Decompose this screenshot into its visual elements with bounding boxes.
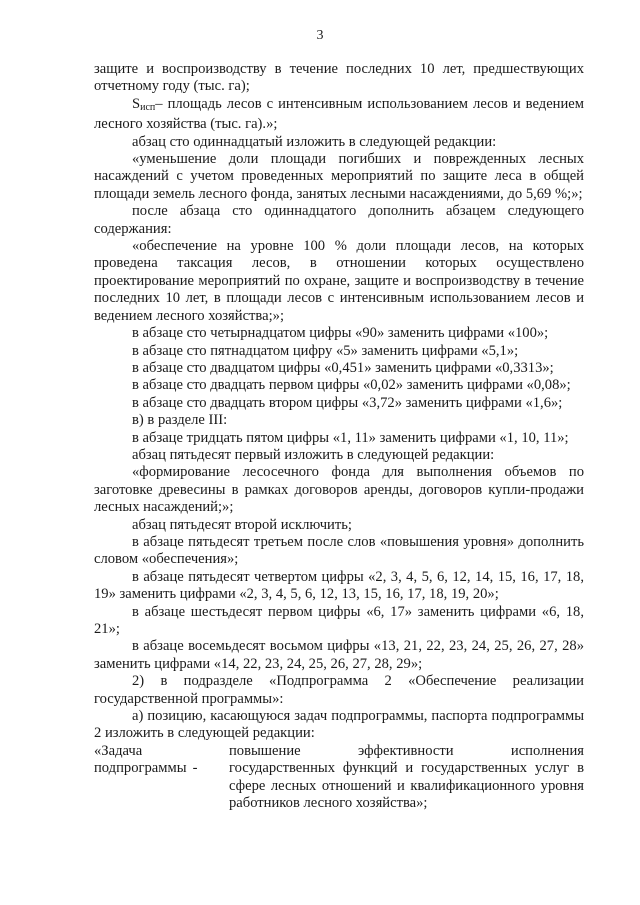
paragraph: в абзаце шестьдесят первом цифры «6, 17» заменить цифрами «6, 18, 21»; — [94, 603, 584, 637]
task-dash: - — [192, 760, 198, 777]
paragraph: «уменьшение доли площади погибших и поврежденных лесных насаждений с учетом проведенных мероприятий по защите леса в общей площади земель лесного фонда, занятых лесными насаждениями, до 5,69 %;»; — [94, 151, 584, 202]
document-body — [94, 61, 584, 812]
paragraph: абзац пятьдесят первый изложить в следующей редакции: — [132, 446, 495, 463]
paragraph: в) в разделе III: — [132, 412, 228, 429]
paragraph: 2) в подразделе «Подпрограмма 2 «Обеспечение реализации государственной программы»: — [94, 673, 584, 707]
paragraph: абзац пятьдесят второй исключить; — [132, 516, 352, 533]
paragraph: после абзаца сто одиннадцатого дополнить абзацем следующего содержания: — [94, 203, 584, 237]
paragraph: защите и воспроизводству в течение последних 10 лет, предшествующих отчетному году (тыс. га); — [94, 61, 584, 95]
paragraph: а) позицию, касающуюся задач подпрограммы, паспорта подпрограммы 2 изложить в следующей редакции: — [94, 708, 584, 742]
paragraph: в абзаце сто четырнадцатом цифры «90» заменить цифрами «100»; — [132, 325, 549, 342]
task-label-cell — [94, 743, 229, 813]
paragraph: в абзаце сто двадцать втором цифры «3,72» заменить цифрами «1,6»; — [132, 394, 563, 411]
paragraph-s-definition — [94, 96, 584, 134]
task-label: «Задача подпрограммы — [94, 742, 187, 777]
paragraph: в абзаце сто пятнадцатом цифру «5» заменить цифрами «5,1»; — [132, 342, 519, 359]
paragraph: абзац сто одиннадцатый изложить в следующей редакции: — [132, 133, 497, 150]
paragraph: «формирование лесосечного фонда для выполнения объемов по заготовке древесины в рамках договоров аренды, договоров купли-продажи лесных насаждений;»; — [94, 464, 584, 516]
s-subscript: исп — [140, 101, 156, 113]
paragraph: «обеспечение на уровне 100 % доли площади лесов, на которых проведена таксация лесов, в отношении которых осуществлено проектирование мероприятий по охране, защите и воспроизводству в течение последних 10 лет, в площади лесов с интенсивным использованием лесов и ведением лесного хозяйства;»; — [94, 238, 584, 324]
s-definition-text: – площадь лесов с интенсивным использованием лесов и ведением лесного хозяйства (тыс. га).»; — [94, 95, 584, 133]
paragraph: в абзаце тридцать пятом цифры «1, 11» заменить цифрами «1, 10, 11»; — [132, 429, 569, 446]
s-symbol: S — [132, 95, 141, 112]
task-row — [94, 743, 584, 813]
paragraph: в абзаце пятьдесят третьем после слов «повышения уровня» дополнить словом «обеспечения»; — [94, 533, 584, 568]
paragraph: в абзаце восемьдесят восьмом цифры «13, 21, 22, 23, 24, 25, 26, 27, 28» заменить цифрами «14, 22, 23, 24, 25, 26, 27, 28, 29»; — [94, 638, 584, 672]
paragraph: в абзаце сто двадцать первом цифры «0,02» заменить цифрами «0,08»; — [132, 377, 571, 394]
paragraph: в абзаце пятьдесят четвертом цифры «2, 3, 4, 5, 6, 12, 14, 15, 16, 17, 18, 19» заменить цифрами «2, 3, 4, 5, 6, 12, 13, 15, 16, 17, 18, 19, 20»; — [94, 568, 584, 603]
task-text: повышение эффективности исполнения государственных функций и государственных услуг в сфере лесных отношений и квалификационного уровня работников лесного хозяйства»; — [229, 742, 584, 812]
paragraph: в абзаце сто двадцатом цифры «0,451» заменить цифрами «0,3313»; — [132, 359, 554, 376]
page-number: 3 — [316, 28, 324, 43]
